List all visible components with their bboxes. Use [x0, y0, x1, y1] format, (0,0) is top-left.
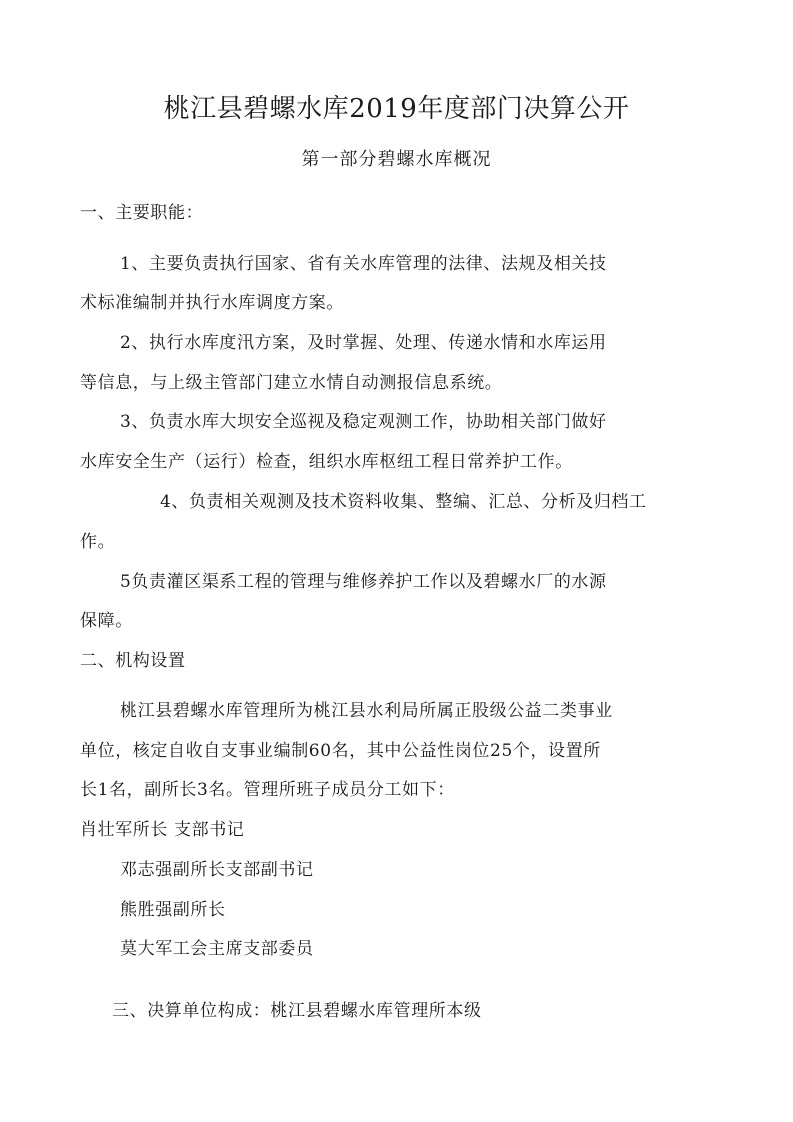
member-line-2: 邓志强副所长支部副书记 [120, 860, 314, 880]
member-line-4: 莫大军工会主席支部委员 [120, 939, 314, 959]
function-item-1-line-1: 1、主要负责执行国家、省有关水库管理的法律、法规及相关技 [120, 254, 607, 274]
page-title: 桃江县碧螺水库2019年度部门决算公开 [163, 94, 630, 124]
function-item-4-line-1: 4、负责相关观测及技术资料收集、整编、汇总、分析及归档工 [160, 492, 647, 512]
function-item-4-line-2: 作。 [80, 532, 116, 552]
function-item-2-line-2: 等信息，与上级主管部门建立水情自动测报信息系统。 [80, 373, 503, 393]
function-item-1-line-2: 术标准编制并执行水库调度方案。 [80, 293, 344, 313]
function-item-5-line-2: 保障。 [80, 611, 133, 631]
page-subtitle: 第一部分碧螺水库概况 [301, 149, 492, 170]
member-line-1: 肖壮军所长 支部书记 [80, 820, 245, 840]
organization-para-line-2: 单位，核定自收自支事业编制60名，其中公益性岗位25个，设置所 [80, 741, 601, 761]
function-item-5-line-1: 5负责灌区渠系工程的管理与维修养护工作以及碧螺水厂的水源 [120, 572, 607, 592]
function-item-3-line-2: 水库安全生产（运行）检查，组织水库枢纽工程日常养护工作。 [80, 452, 573, 472]
function-item-3-line-1: 3、负责水库大坝安全巡视及稳定观测工作，协助相关部门做好 [120, 412, 607, 432]
organization-para-line-3: 长1名，副所长3名。管理所班子成员分工如下： [80, 780, 455, 800]
organization-para-line-1: 桃江县碧螺水库管理所为桃江县水利局所属正股级公益二类事业 [120, 701, 613, 721]
section-heading-organization: 二、机构设置 [80, 651, 186, 671]
section-heading-functions: 一、主要职能： [80, 203, 204, 223]
function-item-2-line-1: 2、执行水库度汛方案，及时掌握、处理、传递水情和水库运用 [120, 333, 607, 353]
section-heading-accounting-unit: 三、决算单位构成：桃江县碧螺水库管理所本级 [112, 1001, 482, 1021]
member-line-3: 熊胜强副所长 [120, 900, 226, 920]
